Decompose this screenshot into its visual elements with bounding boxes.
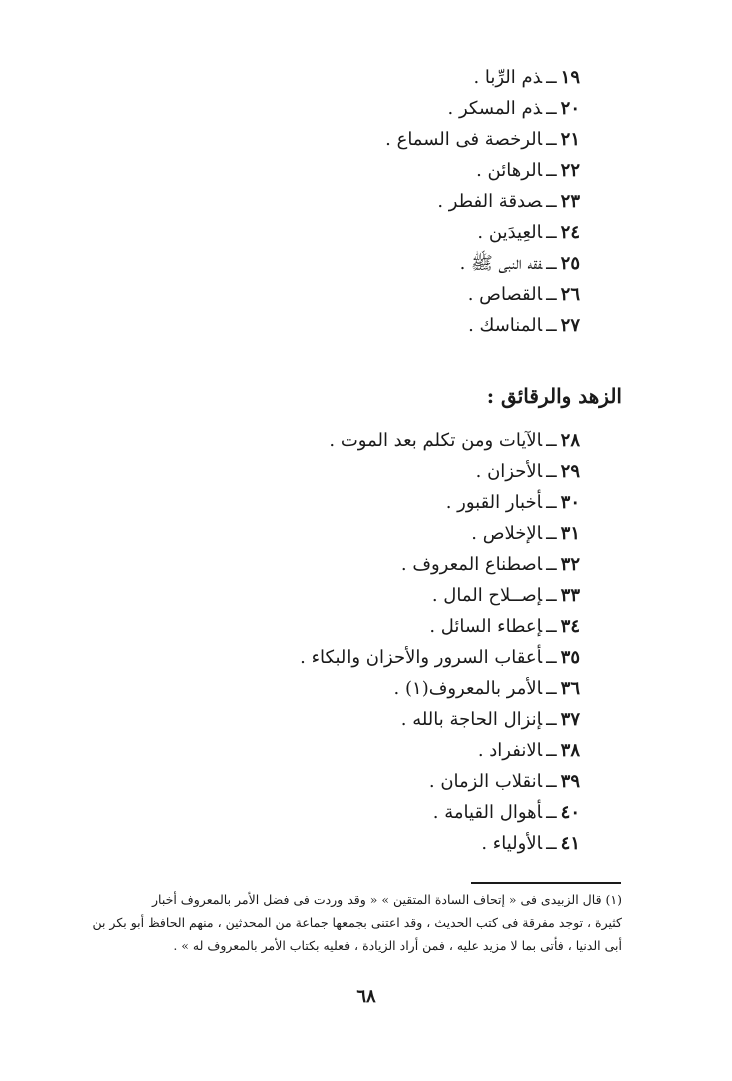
entry-number: ٣١ [560, 523, 580, 544]
list-entry [300, 828, 580, 859]
entry-title: فقه النبى ﷺ . [459, 253, 543, 274]
entry-separator: ــ [546, 585, 557, 606]
entry-separator: ــ [546, 647, 557, 668]
list-entry [385, 248, 580, 279]
entry-title: صدقة الفطر . [437, 191, 543, 212]
entry-title: أخبار القبور . [445, 492, 543, 513]
entry-number: ٢٥ [560, 253, 580, 274]
footnote-line: كثيرة ، توجد مفرقة فى كتب الحديث ، وقد اعتنى بجمعها جماعة من المحدثين ، منهم الحافظ أبو بكر بن [92, 915, 622, 930]
list-entry [300, 642, 580, 673]
entry-title: انقلاب الزمان . [428, 771, 543, 792]
list-entry [385, 62, 580, 93]
entry-number: ٢٢ [560, 160, 580, 181]
entry-separator: ــ [546, 492, 557, 513]
entry-number: ٢١ [560, 129, 580, 150]
entry-separator: ــ [546, 253, 557, 274]
list-entry [300, 673, 580, 704]
entry-number: ٣٣ [560, 585, 580, 606]
entry-separator: ــ [546, 129, 557, 150]
list-entry [300, 425, 580, 456]
entry-number: ٣٠ [560, 492, 580, 513]
entry-separator: ــ [546, 67, 557, 88]
entry-separator: ــ [546, 678, 557, 699]
entry-title: الرخصة فى السماع . [385, 129, 543, 150]
entry-title: ذم المسكر . [447, 98, 543, 119]
entry-separator: ــ [546, 833, 557, 854]
list-entry [300, 487, 580, 518]
list-entry [300, 797, 580, 828]
entry-separator: ــ [546, 709, 557, 730]
entry-number: ٢٦ [560, 284, 580, 305]
entry-title: الأمر بالمعروف(١) . [393, 678, 543, 699]
list-entry [385, 279, 580, 310]
entry-number: ٢٧ [560, 315, 580, 336]
entry-title: الآيات ومن تكلم بعد الموت . [329, 430, 543, 451]
entry-title: أهوال القيامة . [432, 802, 543, 823]
entry-title: القصاص . [467, 284, 543, 305]
entry-title: الرهائن . [476, 160, 543, 181]
list-entry [385, 186, 580, 217]
entry-number: ٢٠ [560, 98, 580, 119]
list-entry [300, 580, 580, 611]
entry-number: ٣٩ [560, 771, 580, 792]
section-heading: الزهد والرقائق : [486, 384, 622, 408]
list-entry [300, 549, 580, 580]
entry-title: الانفراد . [477, 740, 543, 761]
entry-title: ذم الرِّبا . [473, 67, 543, 88]
page-number: ٦٨ [356, 986, 376, 1007]
entry-separator: ــ [546, 284, 557, 305]
entry-number: ٢٨ [560, 430, 580, 451]
list-entry [385, 217, 580, 248]
entry-number: ٣٦ [560, 678, 580, 699]
entry-number: ٤١ [560, 833, 580, 854]
entry-number: ٢٣ [560, 191, 580, 212]
list-entry [300, 766, 580, 797]
entry-separator: ــ [546, 554, 557, 575]
entry-separator: ــ [546, 191, 557, 212]
entry-separator: ــ [546, 160, 557, 181]
entry-number: ٢٩ [560, 461, 580, 482]
entry-title: إعطاء السائل . [429, 616, 543, 637]
list-entry [385, 155, 580, 186]
entry-number: ٣٨ [560, 740, 580, 761]
list-entry [385, 93, 580, 124]
footnote [92, 888, 622, 957]
list-entry [385, 124, 580, 155]
entry-separator: ــ [546, 523, 557, 544]
entry-separator: ــ [546, 771, 557, 792]
entry-title: الأولياء . [481, 833, 543, 854]
entry-separator: ــ [546, 315, 557, 336]
entry-number: ٢٤ [560, 222, 580, 243]
entry-list-second [300, 425, 580, 859]
entry-number: ٣٥ [560, 647, 580, 668]
entry-title: اصطناع المعروف . [400, 554, 543, 575]
list-entry [385, 310, 580, 341]
entry-separator: ــ [546, 461, 557, 482]
entry-separator: ــ [546, 616, 557, 637]
footnote-divider [471, 882, 621, 884]
entry-number: ٣٧ [560, 709, 580, 730]
entry-number: ٣٤ [560, 616, 580, 637]
footnote-line: (١) قال الزبيدى فى « إتحاف السادة المتقين » « وقد وردت فى فضل الأمر بالمعروف أخبار [152, 892, 622, 907]
entry-separator: ــ [546, 430, 557, 451]
entry-separator: ــ [546, 802, 557, 823]
list-entry [300, 518, 580, 549]
entry-title: الأحزان . [475, 461, 543, 482]
entry-title: العِيدَين . [477, 222, 543, 243]
entry-separator: ــ [546, 222, 557, 243]
entry-separator: ــ [546, 740, 557, 761]
entry-number: ٣٢ [560, 554, 580, 575]
list-entry [300, 611, 580, 642]
entry-number: ٤٠ [560, 802, 580, 823]
entry-title: إنزال الحاجة بالله . [400, 709, 543, 730]
list-entry [300, 735, 580, 766]
list-entry [300, 456, 580, 487]
entry-title: إصــلاح المال . [431, 585, 543, 606]
entry-title: أعقاب السرور والأحزان والبكاء . [300, 647, 543, 668]
entry-separator: ــ [546, 98, 557, 119]
entry-number: ١٩ [560, 67, 580, 88]
entry-title: الإخلاص . [471, 523, 543, 544]
footnote-line: أبى الدنيا ، فأتى بما لا مزيد عليه ، فمن أراد الزيادة ، فعليه بكتاب الأمر بالمعروف له » . [173, 938, 622, 953]
entry-list-first [385, 62, 580, 341]
entry-title: المناسك . [468, 315, 543, 336]
list-entry [300, 704, 580, 735]
